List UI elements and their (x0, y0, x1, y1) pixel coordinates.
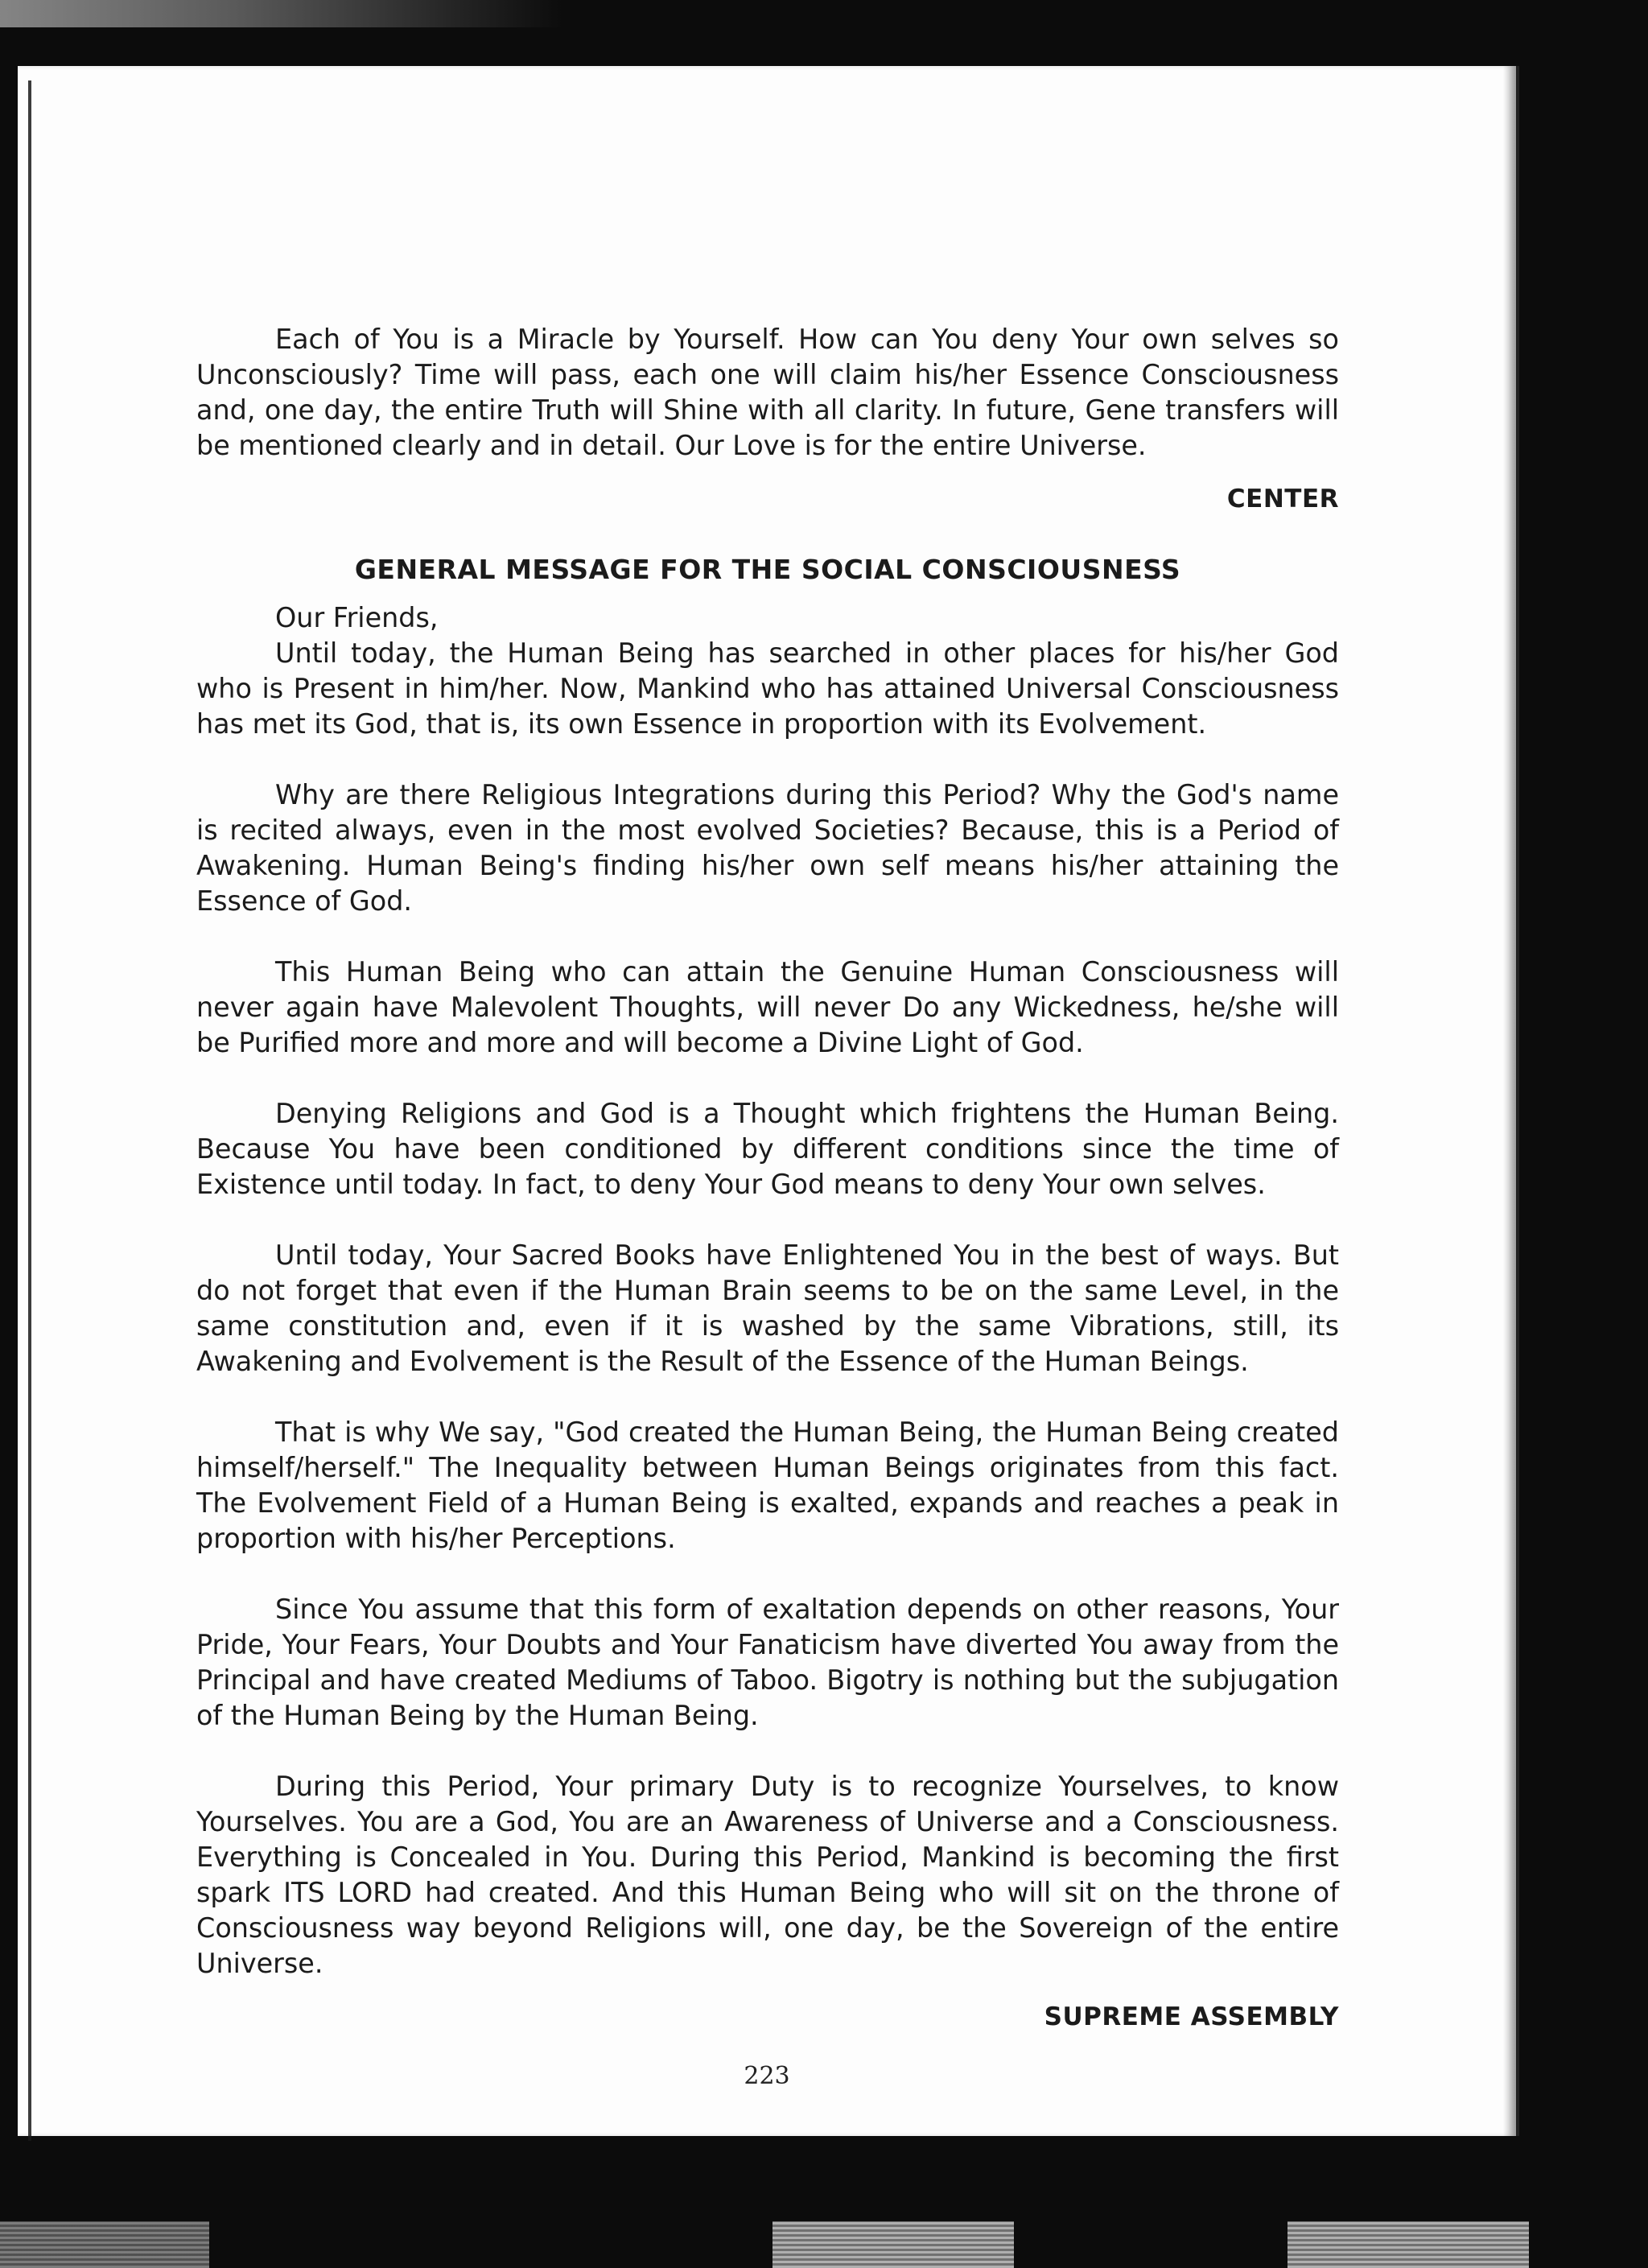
body-paragraph: Until today, the Human Being has searched in other places for his/her God who is Present in him/her. Now, Mankind who has attained Universal Consciousness has met its God, that is, its own Essence in proportion with its Evolvement. (196, 637, 1339, 740)
scan-artifact-bottom-left (0, 2221, 209, 2268)
page-body (196, 322, 1339, 2035)
page-gutter-shadow (1503, 66, 1519, 2136)
body-paragraph: During this Period, Your primary Duty is to recognize Yourselves, to know Yourselves. You are a God, You are an Awareness of Universe and a Consciousness. Everything is Concealed in You. During this Period, Mankind is becoming the first spark ITS LORD had created. And this Human Being who will sit on the throne of Consciousness way beyond Religions will, one day, be the Sovereign of the entire Universe. (196, 1771, 1339, 1979)
signature-supreme-assembly: SUPREME ASSEMBLY (1044, 2002, 1339, 2031)
salutation: Our Friends, (275, 602, 439, 633)
book-page (18, 66, 1516, 2136)
page-number: 223 (744, 2062, 790, 2090)
page-edge-line (28, 80, 31, 2141)
body-paragraph: This Human Being who can attain the Genuine Human Consciousness will never again have Malevolent Thoughts, will never Do any Wickedness, he/she will be Purified more and more and will become a Divine Light of God. (196, 956, 1339, 1058)
body-paragraph: Since You assume that this form of exaltation depends on other reasons, Your Pride, Your Fears, Your Doubts and Your Fanaticism have diverted You away from the Principal and have created Mediums of Taboo. Bigotry is nothing but the subjugation of the Human Being by the Human Being. (196, 1594, 1339, 1731)
scan-artifact-bottom-center (772, 2221, 1014, 2268)
opening-paragraph: Each of You is a Miracle by Yourself. How can You deny Your own selves so Unconsciously? Time will pass, each one will claim his/her Essence Consciousness and, one day, the entire Truth will Shine with all clarity. In future, Gene transfers will be mentioned clearly and in detail. Our Love is for the entire Universe. (196, 324, 1339, 461)
scan-artifact-top (0, 0, 563, 27)
body-paragraph: That is why We say, "God created the Human Being, the Human Being created himself/herself." The Inequality between Human Beings originates from this fact. The Evolvement Field of a Human Being is exalted, expands and reaches a peak in proportion with his/her Perceptions. (196, 1416, 1339, 1554)
message-heading: GENERAL MESSAGE FOR THE SOCIAL CONSCIOUSNESS (354, 554, 1181, 585)
body-paragraph: Denying Religions and God is a Thought which frightens the Human Being. Because You have been conditioned by different conditions since the time of Existence until today. In fact, to deny Your God means to deny Your own selves. (196, 1098, 1339, 1200)
body-paragraph: Why are there Religious Integrations during this Period? Why the God's name is recited always, even in the most evolved Societies? Because, this is a Period of Awakening. Human Being's finding his/her own self means his/her attaining the Essence of God. (196, 779, 1339, 917)
scan-artifact-bottom-right (1288, 2221, 1529, 2268)
body-paragraph: Until today, Your Sacred Books have Enlightened You in the best of ways. But do not forget that even if the Human Brain seems to be on the same Level, in the same constitution and, even if it is washed by the same Vibrations, still, its Awakening and Evolvement is the Result of the Essence of the Human Beings. (196, 1239, 1339, 1377)
signature-center: CENTER (1226, 485, 1339, 513)
